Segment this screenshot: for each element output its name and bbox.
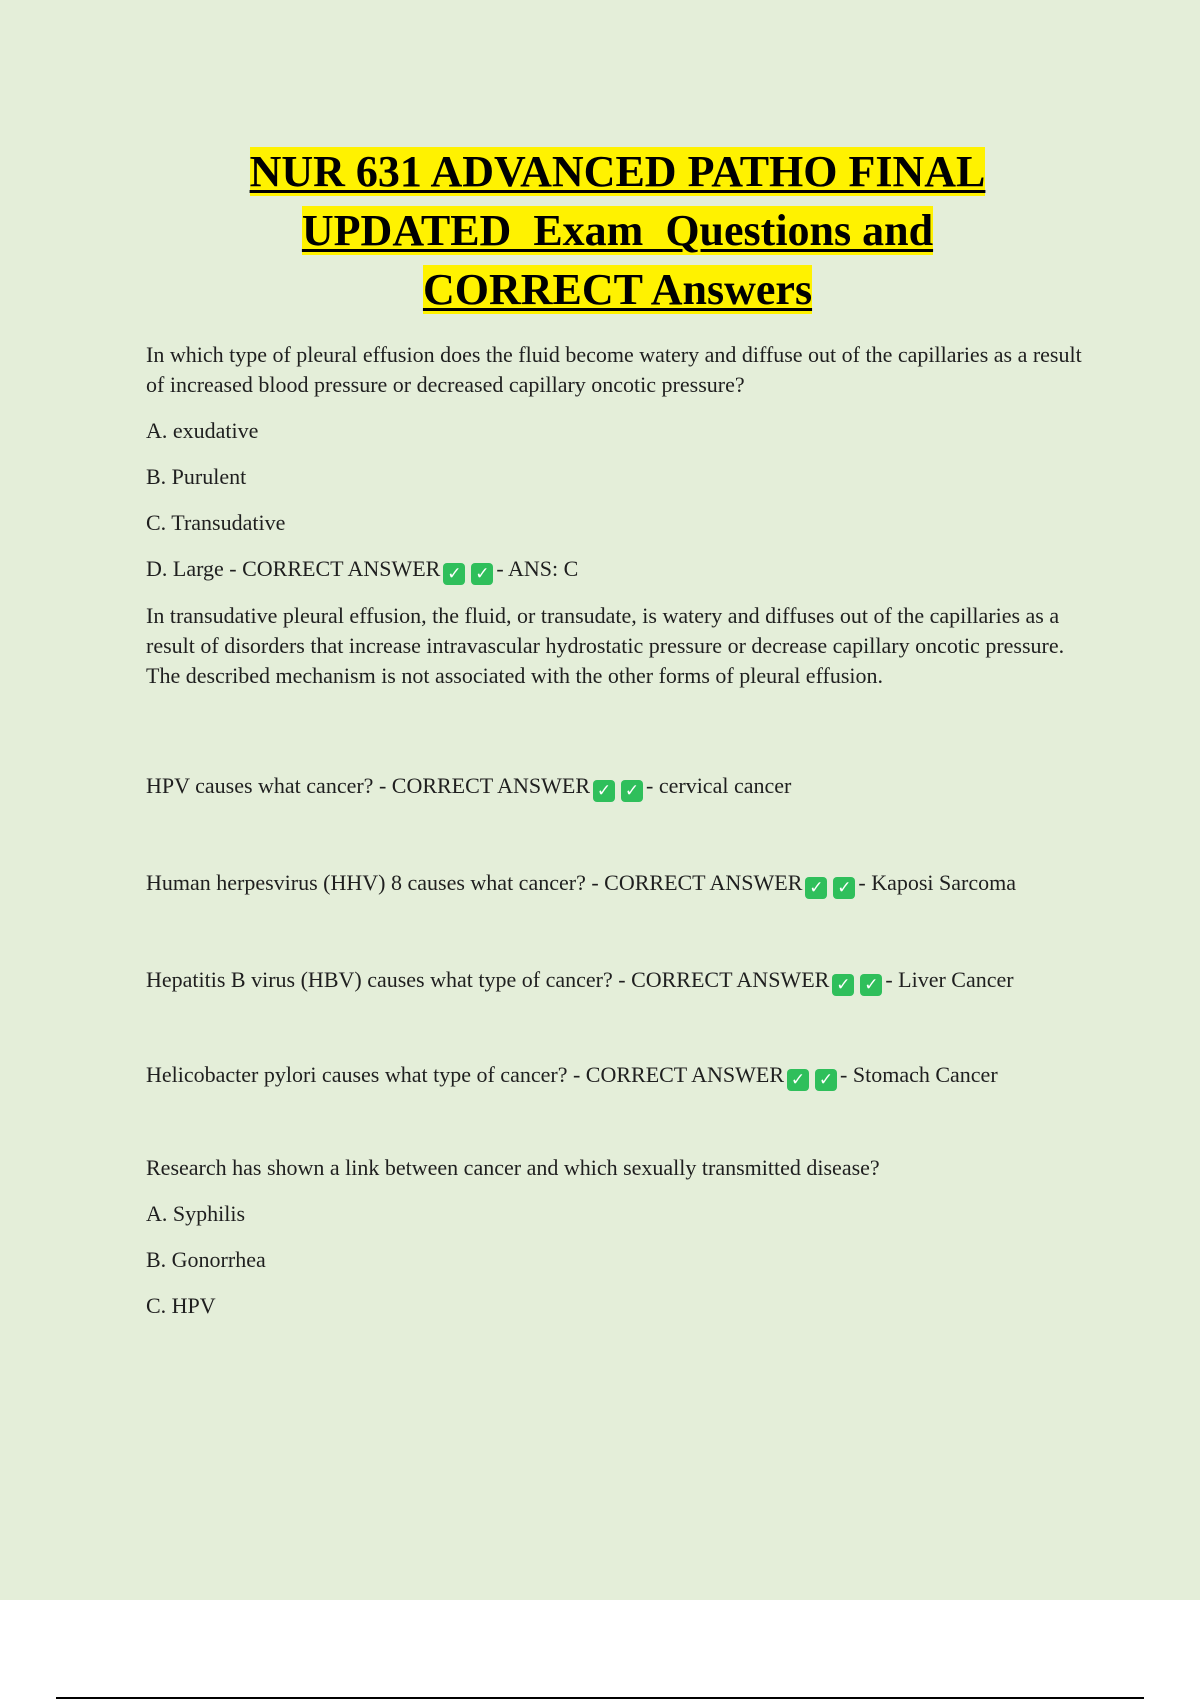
q2-question: HPV causes what cancer? - CORRECT ANSWER — [146, 773, 591, 798]
check-box-icon: ✓ — [832, 974, 854, 996]
q5-answer: - Stomach Cancer — [840, 1062, 998, 1087]
check-box-icon: ✓ — [621, 780, 643, 802]
q3-answer: - Kaposi Sarcoma — [858, 870, 1017, 895]
q1-option-d: D. Large - CORRECT ANSWER — [146, 556, 441, 581]
q6-option-b: B. Gonorrhea — [146, 1247, 266, 1272]
q2-line — [146, 771, 1096, 802]
q1-answer-line — [146, 554, 1096, 585]
q6-option-c: C. HPV — [146, 1293, 216, 1318]
q1-option-c: C. Transudative — [146, 510, 286, 535]
q4-question: Hepatitis B virus (HBV) causes what type of cancer? - CORRECT ANSWER — [146, 967, 830, 992]
check-box-icon: ✓ — [593, 780, 615, 802]
q1-question: In which type of pleural effusion does the fluid become watery and diffuse out of the capillaries as a result of increased blood pressure or decreased capillary oncotic pressure? — [146, 342, 1082, 397]
check-box-icon: ✓ — [787, 1069, 809, 1091]
document-content — [146, 340, 1096, 1337]
check-box-icon: ✓ — [443, 563, 465, 585]
document-title — [140, 142, 1095, 319]
q6-question: Research has shown a link between cancer and which sexually transmitted disease? — [146, 1155, 880, 1180]
check-box-icon: ✓ — [815, 1069, 837, 1091]
q1-option-a: A. exudative — [146, 418, 259, 443]
q5-line — [146, 1060, 1096, 1091]
q6-option-a: A. Syphilis — [146, 1201, 246, 1226]
check-box-icon: ✓ — [805, 877, 827, 899]
q5-question: Helicobacter pylori causes what type of cancer? - CORRECT ANSWER — [146, 1062, 785, 1087]
q1-option-b: B. Purulent — [146, 464, 247, 489]
title-line-2: UPDATED Exam Questions and — [301, 206, 934, 255]
q4-line — [146, 965, 1096, 996]
page-divider — [56, 1697, 1144, 1699]
q4-answer: - Liver Cancer — [885, 967, 1014, 992]
q3-question: Human herpesvirus (HHV) 8 causes what cancer? - CORRECT ANSWER — [146, 870, 803, 895]
q1-answer: - ANS: C — [496, 556, 579, 581]
check-box-icon: ✓ — [471, 563, 493, 585]
check-box-icon: ✓ — [860, 974, 882, 996]
title-line-1: NUR 631 ADVANCED PATHO FINAL — [249, 147, 986, 196]
q2-answer: - cervical cancer — [646, 773, 792, 798]
title-line-3: CORRECT Answers — [422, 265, 813, 314]
q1-explanation: In transudative pleural effusion, the fluid, or transudate, is watery and diffuses out of the capillaries as a result of disorders that increase intravascular hydrostatic pressure or decrease capillary oncotic pressure. The described mechanism is not associated with the other forms of pleural effusion. — [146, 603, 1065, 688]
q3-line — [146, 868, 1096, 899]
check-box-icon: ✓ — [833, 877, 855, 899]
